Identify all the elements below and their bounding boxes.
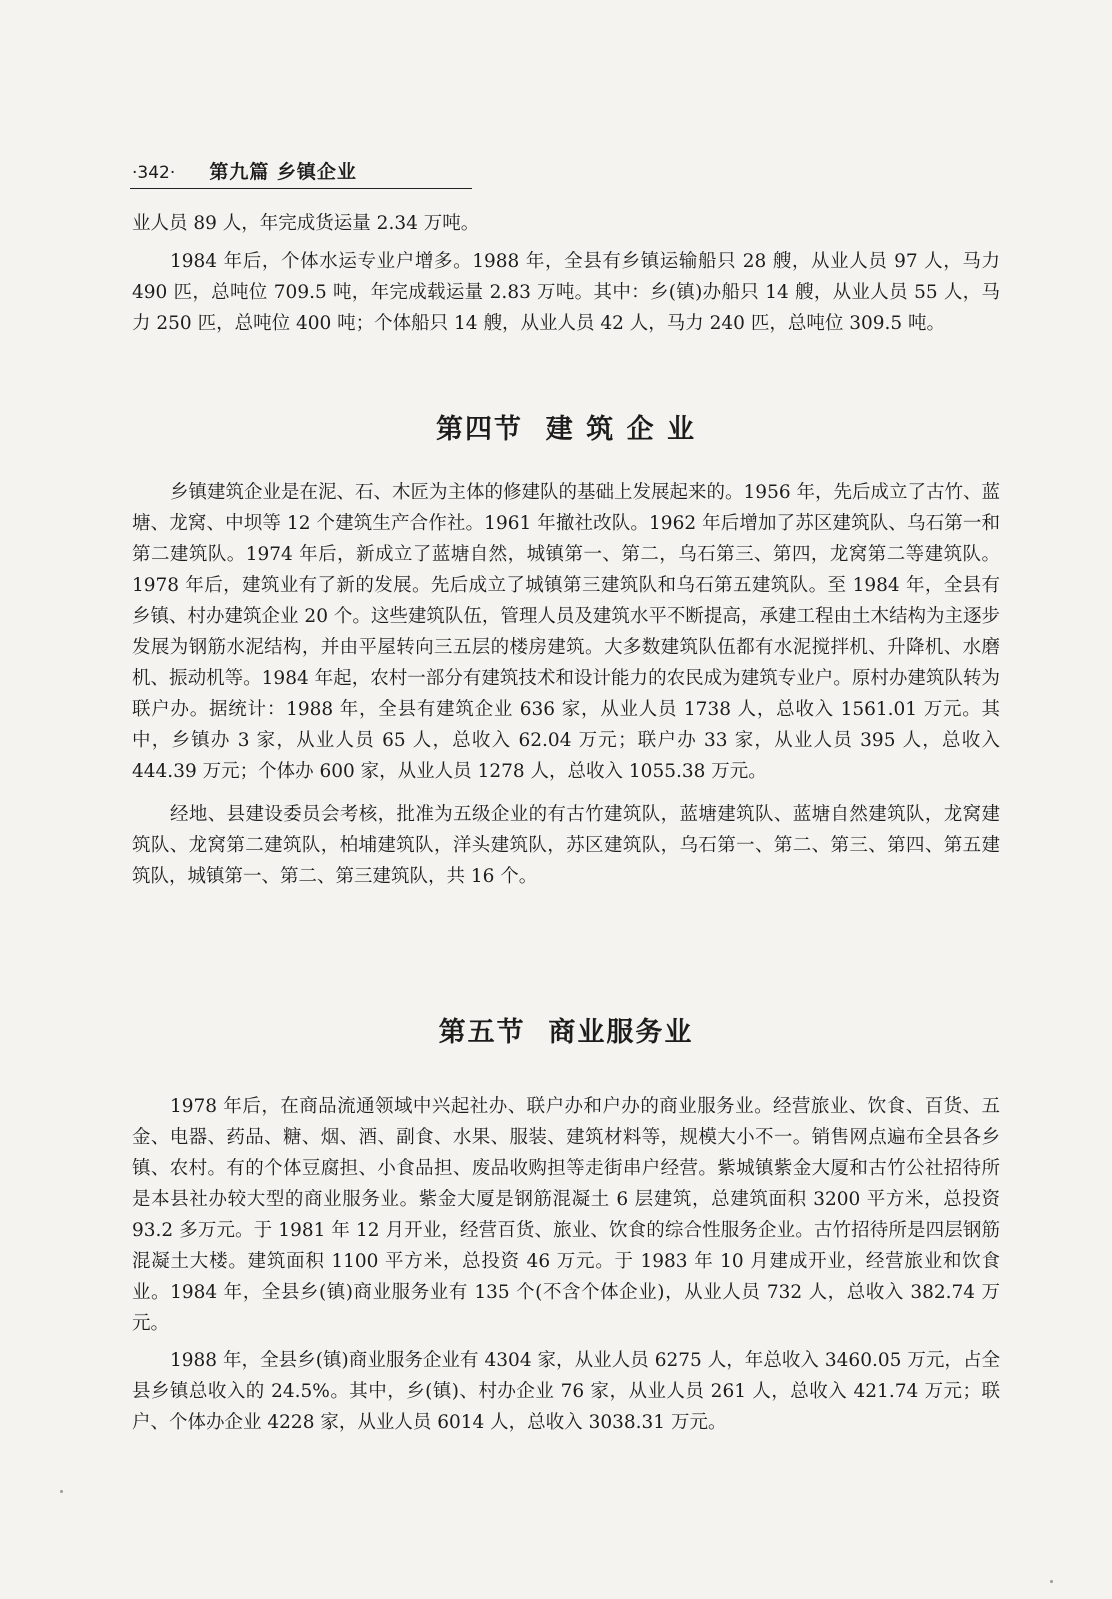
header-rule <box>130 188 472 189</box>
paragraph: 乡镇建筑企业是在泥、石、木匠为主体的修建队的基础上发展起来的。1956 年，先后成立了古竹、蓝塘、龙窝、中坝等 12 个建筑生产合作社。1961 年撤社改队。1962 年后增加了苏区建筑队、乌石第一和第二建筑队。1974 年后，新成立了蓝塘自然，城镇第一、第二，乌石第三、第四，龙窝第二等建筑队。1978 年后，建筑业有了新的发展。先后成立了城镇第三建筑队和乌石第五建筑队。至 1984 年，全县有乡镇、村办建筑企业 20 个。这些建筑队伍，管理人员及建筑水平不断提高，承建工程由土木结构为主逐步发展为钢筋水泥结构，并由平屋转向三五层的楼房建筑。大多数建筑队伍都有水泥搅拌机、升降机、水磨机、振动机等。1984 年起，农村一部分有建筑技术和设计能力的农民成为建筑专业户。原村办建筑队转为联户办。据统计：1988 年，全县有建筑企业 636 家，从业人员 1738 人，总收入 1561.01 万元。其中，乡镇办 3 家，从业人员 65 人，总收入 62.04 万元；联户办 33 家，从业人员 395 人，总收入 444.39 万元；个体办 600 家，从业人员 1278 人，总收入 1055.38 万元。 <box>132 482 1000 782</box>
top-text-block <box>132 208 1000 339</box>
section-5-body <box>132 1091 1000 1438</box>
running-header <box>132 158 472 186</box>
paragraph: 1988 年，全县乡(镇)商业服务企业有 4304 家，从业人员 6275 人，年总收入 3460.05 万元，占全县乡镇总收入的 24.5%。其中，乡(镇)、村办企业 76 家，从业人员 261 人，总收入 421.74 万元；联户、个体办企业 4228 家，从业人员 6014 人，总收入 3038.31 万元。 <box>132 1350 1000 1433</box>
paragraph: 1978 年后，在商品流通领域中兴起社办、联户办和户办的商业服务业。经营旅业、饮食、百货、五金、电器、药品、糖、烟、酒、副食、水果、服装、建筑材料等，规模大小不一。销售网点遍布全县各乡镇、农村。有的个体豆腐担、小食品担、废品收购担等走街串户经营。紫城镇紫金大厦和古竹公社招待所是本县社办较大型的商业服务业。紫金大厦是钢筋混凝土 6 层建筑，总建筑面积 3200 平方米，总投资 93.2 多万元。于 1981 年 12 月开业，经营百货、旅业、饮食的综合性服务企业。古竹招待所是四层钢筋混凝土大楼。建筑面积 1100 平方米，总投资 46 万元。于 1983 年 10 月建成开业，经营旅业和饮食业。1984 年，全县乡(镇)商业服务业有 135 个(不含个体企业)，从业人员 732 人，总收入 382.74 万元。 <box>132 1096 1000 1334</box>
paper-speck <box>1050 1580 1053 1583</box>
section-5-title: 第五节 商业服务业 <box>438 1017 694 1048</box>
paragraph: 经地、县建设委员会考核，批准为五级企业的有古竹建筑队，蓝塘建筑队、蓝塘自然建筑队，龙窝建筑队、龙窝第二建筑队，柏埔建筑队，洋头建筑队，苏区建筑队，乌石第一、第二、第三、第四、第五建筑队，城镇第一、第二、第三建筑队，共 16 个。 <box>132 804 1000 887</box>
paper-speck <box>60 1490 63 1493</box>
section-4-body <box>132 477 1000 892</box>
paragraph: 1984 年后，个体水运专业户增多。1988 年，全县有乡镇运输船只 28 艘，从业人员 97 人，马力 490 匹，总吨位 709.5 吨，年完成载运量 2.83 万吨。其中：乡(镇)办船只 14 艘，从业人员 55 人，马力 250 匹，总吨位 400 吨；个体船只 14 艘，从业人员 42 人，马力 240 匹，总吨位 309.5 吨。 <box>132 251 1000 334</box>
section-4-title: 第四节 建 筑 企 业 <box>436 414 696 445</box>
paragraph: 业人员 89 人，年完成货运量 2.34 万吨。 <box>132 213 480 234</box>
part-title: 第九篇 乡镇企业 <box>209 161 357 183</box>
page-number: ·342· <box>132 163 176 183</box>
